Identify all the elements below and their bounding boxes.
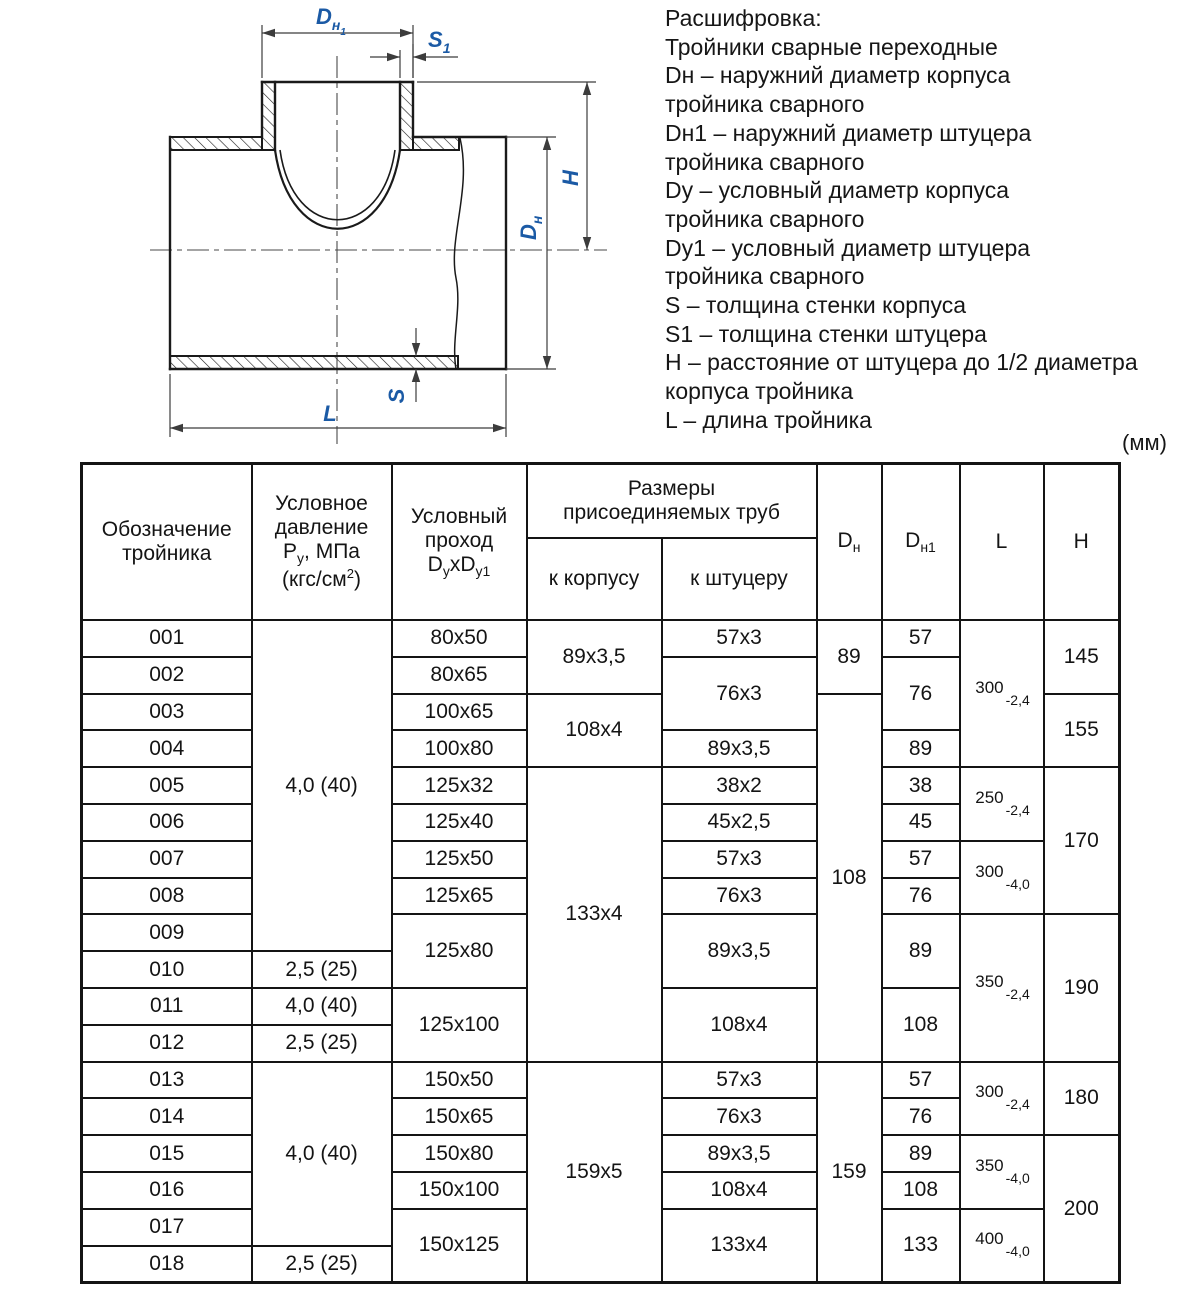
cell-pressure: 4,0 (40) (252, 988, 392, 1025)
cell-l: $^{300}_{-4,0}$ (960, 841, 1044, 915)
legend-line: S – толщина стенки корпуса (665, 292, 967, 319)
cell-dn1: 57 (882, 1062, 960, 1099)
pipe-walls-hatched (170, 82, 459, 369)
cell-id: 003 (82, 694, 252, 731)
legend-line: H – расстояние от штуцера до 1/2 диаметра (665, 349, 1138, 376)
cell-pass: 125x50 (392, 841, 527, 878)
cell-h: 155 (1044, 694, 1120, 768)
cell-branch: 89x3,5 (662, 730, 817, 767)
cell-pass: 150x50 (392, 1062, 527, 1099)
cell-pass: 80x50 (392, 620, 527, 657)
cell-branch: 89x3,5 (662, 914, 817, 988)
cell-id: 017 (82, 1209, 252, 1246)
cell-branch: 89x3,5 (662, 1135, 817, 1172)
cell-id: 011 (82, 988, 252, 1025)
cell-pass: 125x100 (392, 988, 527, 1062)
cell-id: 001 (82, 620, 252, 657)
cell-pass: 150x80 (392, 1135, 527, 1172)
cell-pressure: 4,0 (40) (252, 1062, 392, 1246)
cell-l: $^{300}_{-2,4}$ (960, 620, 1044, 767)
header-designation: Обозначение тройника (82, 464, 252, 621)
cell-dn1: 89 (882, 730, 960, 767)
dim-label-dn1: $D_{н1}$ (316, 4, 346, 38)
units-label: (мм) (1122, 430, 1167, 455)
legend-line: тройника сварного (665, 148, 865, 175)
cell-l: $^{250}_{-2,4}$ (960, 767, 1044, 841)
cell-dn1: 133 (882, 1209, 960, 1283)
table-row (82, 1062, 1120, 1099)
header-l: L (960, 464, 1044, 621)
cell-body: 133x4 (527, 767, 662, 1061)
cell-branch: 133x4 (662, 1209, 817, 1283)
cell-h: 200 (1044, 1135, 1120, 1282)
dim-label-dn: $D_н$ (516, 215, 545, 240)
cell-pass: 125x80 (392, 914, 527, 988)
cell-id: 009 (82, 914, 252, 951)
cell-dn1: 57 (882, 841, 960, 878)
legend-line: S1 – толщина стенки штуцера (665, 320, 987, 347)
cell-id: 006 (82, 804, 252, 841)
cell-branch: 57x3 (662, 1062, 817, 1099)
header-pass: Условный проход $D_уxD_{у1}$ (392, 464, 527, 621)
table-row (82, 767, 1120, 804)
cell-dn1: 89 (882, 1135, 960, 1172)
cell-pressure: 2,5 (25) (252, 951, 392, 988)
cell-branch: 45x2,5 (662, 804, 817, 841)
cell-id: 016 (82, 1172, 252, 1209)
dim-label-l: L (323, 401, 337, 426)
cell-h: 190 (1044, 914, 1120, 1061)
cell-pass: 150x100 (392, 1172, 527, 1209)
cell-pass: 125x40 (392, 804, 527, 841)
cell-id: 007 (82, 841, 252, 878)
cell-dn1: 89 (882, 914, 960, 988)
cell-dn1: 45 (882, 804, 960, 841)
legend-line: L – длина тройника (665, 406, 872, 433)
cell-l: $^{300}_{-2,4}$ (960, 1062, 1044, 1136)
cell-dn1: 108 (882, 1172, 960, 1209)
cell-dn1: 76 (882, 878, 960, 915)
cell-id: 005 (82, 767, 252, 804)
cell-pressure: 4,0 (40) (252, 620, 392, 951)
cell-pass: 150x65 (392, 1098, 527, 1135)
header-dn1: $D_{н1}$ (882, 464, 960, 621)
dim-label-h: H (558, 170, 583, 186)
legend-title: Расшифровка: (665, 5, 822, 31)
legend-line: Dн1 – наружний диаметр штуцера (665, 119, 1032, 146)
cell-pressure: 2,5 (25) (252, 1025, 392, 1062)
cell-pass: 80x65 (392, 657, 527, 694)
cell-l: $^{350}_{-2,4}$ (960, 914, 1044, 1061)
header-h: H (1044, 464, 1120, 621)
cell-dn1: 108 (882, 988, 960, 1062)
cell-pass: 125x32 (392, 767, 527, 804)
cell-pass: 100x65 (392, 694, 527, 731)
cell-dn: 108 (817, 694, 882, 1062)
cell-branch: 76x3 (662, 878, 817, 915)
cell-body: 108x4 (527, 694, 662, 768)
cell-branch: 76x3 (662, 1098, 817, 1135)
cell-id: 015 (82, 1135, 252, 1172)
cell-pressure: 2,5 (25) (252, 1246, 392, 1283)
cell-id: 004 (82, 730, 252, 767)
cell-branch: 38x2 (662, 767, 817, 804)
header-dn: $D_н$ (817, 464, 882, 621)
cell-h: 180 (1044, 1062, 1120, 1136)
header-to-body: к корпусу (527, 538, 662, 620)
header-pressure: Условное давление $P_у$, МПа $(кгс/см^2)$ (252, 464, 392, 621)
centerlines (150, 56, 607, 444)
header-to-branch: к штуцеру (662, 538, 817, 620)
legend-line: тройника сварного (665, 205, 865, 232)
cell-body: 89x3,5 (527, 620, 662, 694)
cell-dn1: 57 (882, 620, 960, 657)
cell-branch: 108x4 (662, 988, 817, 1062)
cell-h: 170 (1044, 767, 1120, 914)
cell-id: 008 (82, 878, 252, 915)
cell-id: 013 (82, 1062, 252, 1099)
dimensions-table (80, 462, 1121, 1284)
cell-id: 018 (82, 1246, 252, 1283)
cell-dn1: 38 (882, 767, 960, 804)
cell-dn1: 76 (882, 657, 960, 731)
legend (665, 4, 1185, 435)
legend-line: корпуса тройника (665, 378, 854, 405)
cell-id: 010 (82, 951, 252, 988)
header-pipes-group: Размеры присоединяемых труб (527, 464, 817, 539)
cell-branch: 76x3 (662, 657, 817, 731)
legend-line: Тройники сварные переходные (665, 33, 998, 60)
cell-pass: 150x125 (392, 1209, 527, 1283)
dim-label-s1: $S_1$ (428, 27, 451, 56)
cell-branch: 57x3 (662, 620, 817, 657)
legend-line: тройника сварного (665, 263, 865, 290)
cell-id: 014 (82, 1098, 252, 1135)
cell-id: 002 (82, 657, 252, 694)
cell-branch: 57x3 (662, 841, 817, 878)
table-row (82, 620, 1120, 657)
legend-line: Dу – условный диаметр корпуса (665, 177, 1010, 204)
cell-dn: 89 (817, 620, 882, 694)
tee-section-drawing (0, 0, 650, 450)
cell-pass: 100x80 (392, 730, 527, 767)
break-line (454, 138, 463, 369)
cell-l: $^{350}_{-4,0}$ (960, 1135, 1044, 1209)
dim-label-s: S (384, 388, 409, 404)
cell-id: 012 (82, 1025, 252, 1062)
cell-dn: 159 (817, 1062, 882, 1283)
cell-pass: 125x65 (392, 878, 527, 915)
cell-h: 145 (1044, 620, 1120, 694)
cell-l: $^{400}_{-4,0}$ (960, 1209, 1044, 1283)
legend-line: Dн – наружний диаметр корпуса (665, 62, 1011, 89)
cell-body: 159x5 (527, 1062, 662, 1283)
cell-dn1: 76 (882, 1098, 960, 1135)
cell-branch: 108x4 (662, 1172, 817, 1209)
legend-line: тройника сварного (665, 91, 865, 118)
legend-line: Dу1 – условный диаметр штуцера (665, 234, 1031, 261)
